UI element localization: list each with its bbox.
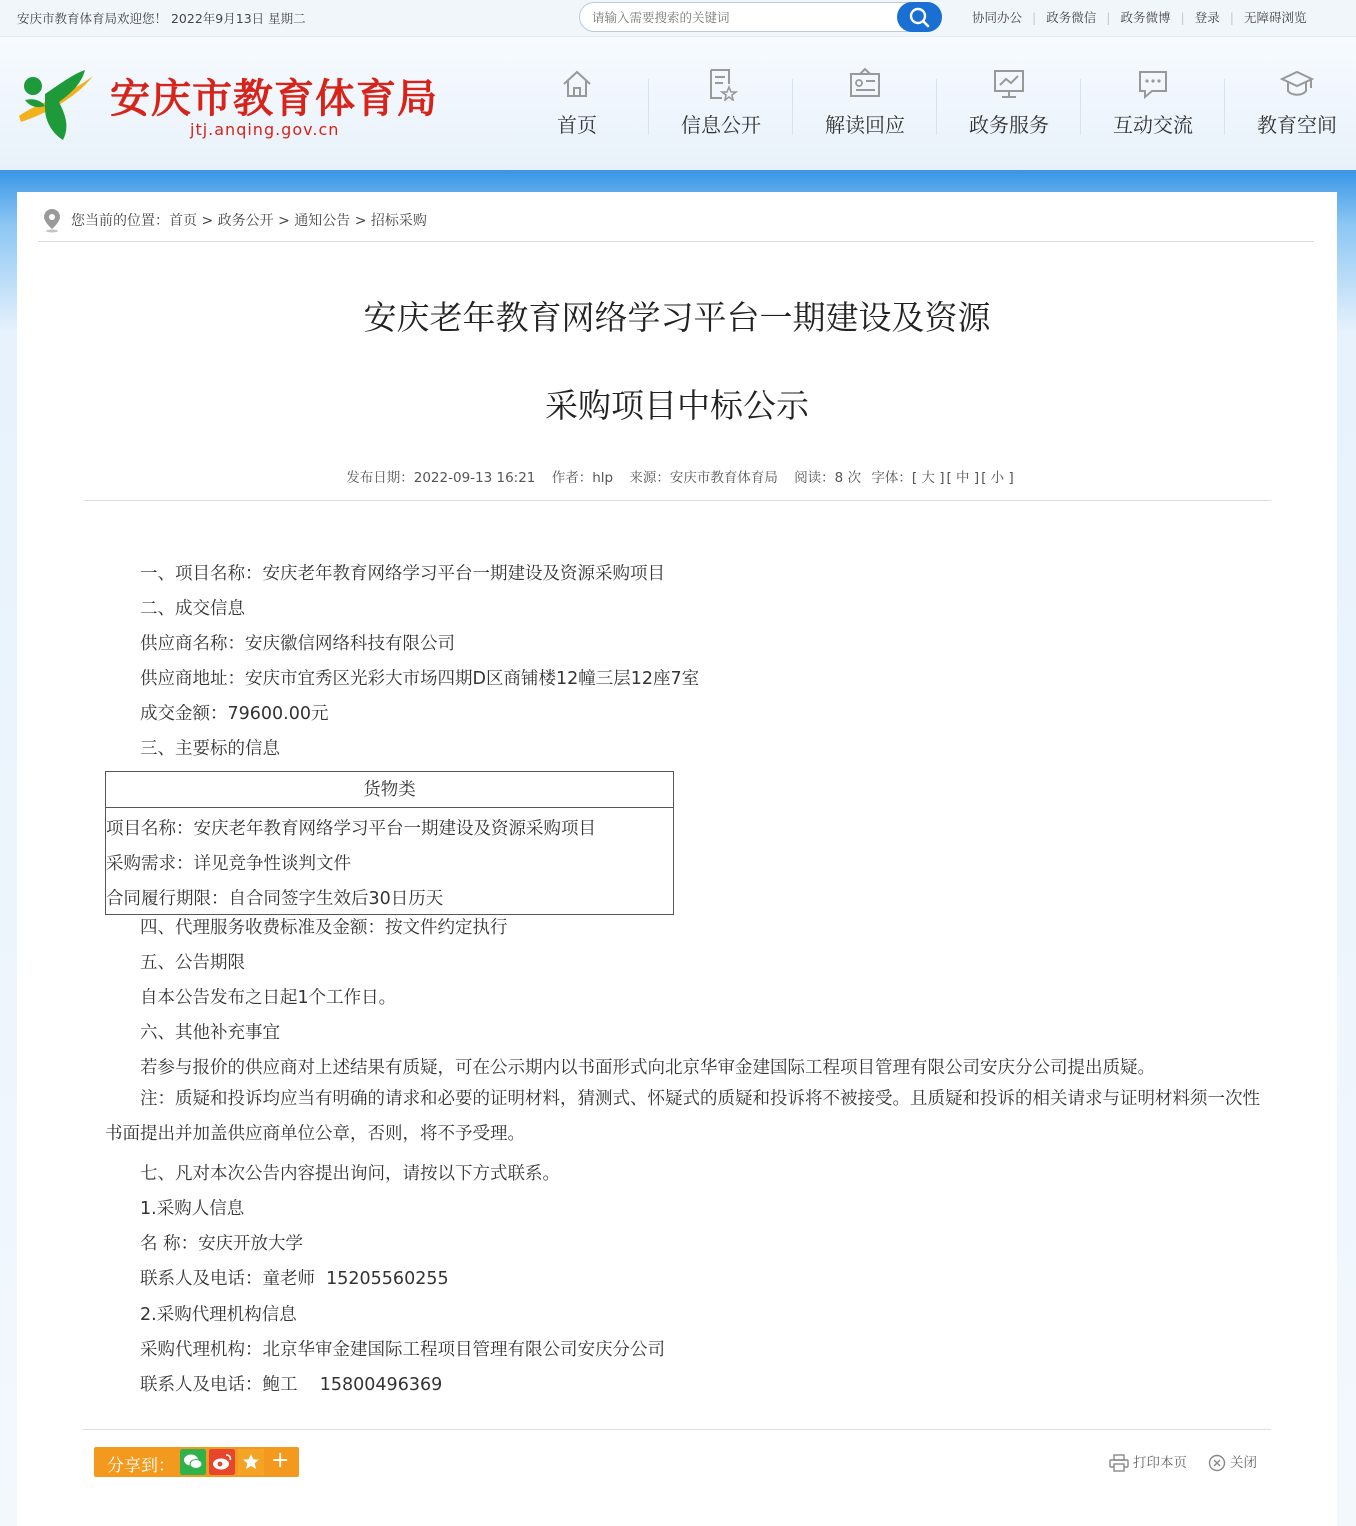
weibo-icon — [209, 1449, 235, 1475]
link-collab-office[interactable]: 协同办公 — [972, 10, 1023, 25]
top-links — [962, 8, 1316, 26]
paragraph: 2.采购代理机构信息 — [140, 1305, 297, 1325]
paragraph: 若参与报价的供应商对上述结果有质疑，可在公示期内以书面形式向北京华审金建国际工程项目管理有限公司安庆分公司提出质疑。 — [140, 1058, 1155, 1078]
card-icon — [848, 67, 882, 101]
star-icon — [238, 1449, 264, 1475]
nav-education-space[interactable] — [1225, 67, 1356, 147]
location-pin-icon — [42, 207, 62, 233]
share-favorite-button[interactable] — [238, 1449, 264, 1475]
close-button[interactable] — [1208, 1451, 1257, 1472]
site-header — [0, 37, 1356, 170]
logo-emblem-icon[interactable] — [15, 64, 95, 144]
paragraph: 联系人及电话：童老师 15205560255 — [140, 1269, 449, 1289]
printer-icon — [1109, 1454, 1129, 1472]
paragraph: 成交金额：79600.00元 — [140, 704, 329, 724]
paragraph: 三、主要标的信息 — [140, 739, 280, 759]
close-icon — [1208, 1454, 1226, 1472]
nav-home[interactable] — [505, 67, 649, 147]
wechat-icon — [180, 1449, 206, 1475]
nav-label: 政务服务 — [969, 113, 1049, 137]
print-button[interactable] — [1109, 1451, 1187, 1472]
author: 作者：hlp — [551, 470, 614, 486]
link-login[interactable]: 登录 — [1194, 10, 1220, 25]
divider: | — [1229, 10, 1234, 25]
divider — [83, 1429, 1271, 1430]
close-label: 关闭 — [1230, 1455, 1257, 1471]
divider — [83, 500, 1271, 501]
link-accessibility[interactable]: 无障碍浏览 — [1243, 10, 1307, 25]
search-icon — [897, 2, 942, 32]
link-gov-wechat[interactable]: 政务微信 — [1046, 10, 1097, 25]
breadcrumb-item-notices[interactable]: 通知公告 — [294, 213, 351, 229]
nav-label: 信息公开 — [681, 113, 761, 137]
divider: | — [1180, 10, 1185, 25]
nav-interpretation[interactable] — [793, 67, 937, 147]
font-medium-button[interactable]: [ 中 ] — [946, 470, 980, 486]
paragraph: 供应商地址：安庆市宜秀区光彩大市场四期D区商铺楼12幢三层12座7室 — [140, 669, 700, 689]
search-button[interactable] — [897, 2, 942, 32]
nav-gov-services[interactable] — [937, 67, 1081, 147]
welcome-text: 安庆市教育体育局欢迎您！ 2022年9月13日 星期二 — [17, 11, 306, 26]
document-star-icon — [704, 67, 738, 101]
paragraph: 联系人及电话：鲍工 15800496369 — [140, 1375, 443, 1395]
paragraph: 四、代理服务收费标准及金额：按文件约定执行 — [140, 918, 508, 938]
page-title: 安庆老年教育网络学习平台一期建设及资源 — [363, 298, 991, 337]
paragraph: 自本公告发布之日起1个工作日。 — [140, 988, 397, 1008]
breadcrumb-prefix: 您当前的位置： — [71, 213, 169, 229]
nav-label: 解读回应 — [825, 113, 905, 137]
print-label: 打印本页 — [1133, 1455, 1187, 1471]
share-bar — [94, 1447, 299, 1477]
nav-label: 互动交流 — [1113, 113, 1193, 137]
table-row: 项目名称：安庆老年教育网络学习平台一期建设及资源采购项目 — [106, 819, 596, 839]
divider: | — [1032, 10, 1037, 25]
share-label: 分享到： — [107, 1456, 175, 1476]
source: 来源：安庆市教育体育局 — [629, 470, 778, 486]
graduation-cap-icon — [1280, 67, 1314, 101]
breadcrumb-trail — [71, 210, 427, 230]
content-panel — [17, 192, 1337, 1526]
paragraph: 五、公告期限 — [140, 953, 245, 973]
link-gov-weibo[interactable]: 政务微博 — [1120, 10, 1171, 25]
share-weibo-button[interactable] — [209, 1449, 235, 1475]
table-row: 合同履行期限：自合同签字生效后30日历天 — [106, 889, 444, 909]
table-row: 采购需求：详见竞争性谈判文件 — [106, 854, 351, 874]
page-title-line2: 采购项目中标公示 — [545, 386, 809, 425]
publish-date: 发布日期：2022-09-13 16:21 — [346, 470, 536, 486]
font-large-button[interactable]: [ 大 ] — [911, 470, 945, 486]
paragraph: 1.采购人信息 — [140, 1199, 245, 1219]
note-paragraph: 注：质疑和投诉均应当有明确的请求和必要的证明材料，猜测式、怀疑式的质疑和投诉将不被接受。且质疑和投诉的相关请求与证明材料须一次性书面提出并加盖供应商单位公章，否则，将不予受理。 — [105, 1089, 1260, 1144]
nav-label: 教育空间 — [1257, 113, 1337, 137]
breadcrumb-separator: > — [350, 213, 371, 229]
top-bar — [0, 0, 1356, 37]
paragraph: 名 称：安庆开放大学 — [140, 1234, 304, 1254]
chat-bubble-icon — [1136, 67, 1170, 101]
paragraph: 供应商名称：安庆徽信网络科技有限公司 — [140, 634, 455, 654]
paragraph: 二、成交信息 — [140, 599, 245, 619]
breadcrumb-item-gov-affairs[interactable]: 政务公开 — [217, 213, 274, 229]
breadcrumb-separator: > — [273, 213, 295, 229]
breadcrumb-item-home[interactable]: 首页 — [169, 213, 197, 229]
breadcrumb-separator: > — [197, 213, 218, 229]
share-wechat-button[interactable] — [180, 1449, 206, 1475]
goods-table — [105, 771, 674, 915]
read-count: 阅读：8 次 — [794, 470, 862, 486]
table-header: 货物类 — [106, 772, 673, 808]
share-more-button[interactable]: + — [271, 1448, 290, 1473]
monitor-chart-icon — [992, 67, 1026, 101]
site-name[interactable]: 安庆市教育体育局 — [110, 76, 438, 122]
nav-interaction[interactable] — [1081, 67, 1225, 147]
divider: | — [1106, 10, 1111, 25]
font-small-button[interactable]: [ 小 ] — [981, 470, 1014, 486]
site-url: jtj.anqing.gov.cn — [190, 120, 340, 139]
font-size-label: 字体： — [871, 470, 912, 486]
paragraph: 采购代理机构：北京华审金建国际工程项目管理有限公司安庆分公司 — [140, 1340, 665, 1360]
search-box — [579, 2, 942, 32]
nav-label: 首页 — [557, 113, 597, 137]
paragraph: 六、其他补充事宜 — [140, 1023, 280, 1043]
home-icon — [560, 67, 594, 101]
article-meta — [17, 466, 1337, 486]
breadcrumb-item-procurement[interactable]: 招标采购 — [370, 213, 427, 229]
search-input[interactable] — [592, 8, 892, 26]
breadcrumb — [38, 207, 1314, 242]
nav-info-disclosure[interactable] — [649, 67, 793, 147]
paragraph: 一、项目名称：安庆老年教育网络学习平台一期建设及资源采购项目 — [140, 564, 665, 584]
paragraph: 七、凡对本次公告内容提出询问，请按以下方式联系。 — [140, 1164, 560, 1184]
